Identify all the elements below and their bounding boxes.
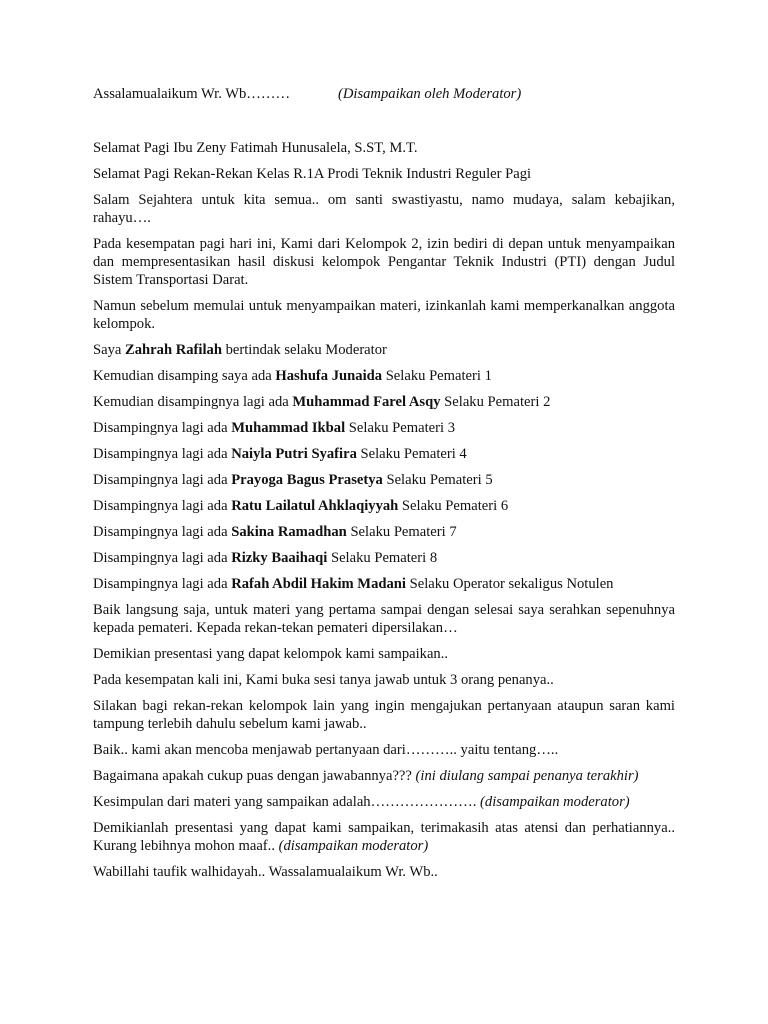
member-line: Disampingnya lagi ada Rizky Baaihaqi Selaku Pemateri 8	[93, 550, 438, 566]
paragraph-salam: Salam Sejahtera untuk kita semua.. om santi swastiyastu, namo mudaya, salam kebajikan, rahayu….	[93, 192, 675, 226]
paragraph-greeting-class: Selamat Pagi Rekan-Rekan Kelas R.1A Prodi Teknik Industri Reguler Pagi	[93, 166, 532, 182]
member-name: Zahrah Rafilah	[125, 342, 222, 358]
member-line: Disampingnya lagi ada Naiyla Putri Syafira Selaku Pemateri 4	[93, 446, 467, 462]
member-line: Saya Zahrah Rafilah bertindak selaku Moderator	[93, 342, 387, 358]
paragraph-member-intro: Namun sebelum memulai untuk menyampaikan materi, izinkanlah kami memperkanalkan anggota kelompok.	[93, 298, 675, 332]
member-line: Disampingnya lagi ada Prayoga Bagus Prasetya Selaku Pemateri 5	[93, 472, 493, 488]
paragraph-conclusion: Kesimpulan dari materi yang sampaikan adalah…………………. (disampaikan moderator)	[93, 794, 630, 810]
paragraph-handover: Baik langsung saja, untuk materi yang pertama sampai dengan selesai saya serahkan sepenuhnya kepada pemateri. Kepada rekan-tekan pemateri dipersilakan…	[93, 602, 675, 636]
member-name: Muhammad Farel Asqy	[292, 394, 441, 410]
paragraph-qa-check: Bagaimana apakah cukup puas dengan jawabannya??? (ini diulang sampai penanya terakhir)	[93, 768, 639, 784]
opening-note: (Disampaikan oleh Moderator)	[338, 86, 522, 102]
member-name: Rizky Baaihaqi	[231, 550, 328, 566]
italic-note: (disampaikan moderator)	[278, 838, 429, 854]
member-name: Ratu Lailatul Ahklaqiyyah	[231, 498, 399, 514]
opening-greeting: Assalamualaikum Wr. Wb………	[93, 86, 291, 102]
paragraph-farewell: Wabillahi taufik walhidayah.. Wassalamualaikum Wr. Wb..	[93, 864, 438, 880]
opening-line	[93, 85, 675, 103]
member-line: Disampingnya lagi ada Muhammad Ikbal Selaku Pemateri 3	[93, 420, 455, 436]
document-page	[93, 85, 675, 889]
member-name: Muhammad Ikbal	[231, 420, 346, 436]
member-line: Disampingnya lagi ada Ratu Lailatul Ahklaqiyyah Selaku Pemateri 6	[93, 498, 509, 514]
member-name: Rafah Abdil Hakim Madani	[231, 576, 406, 592]
paragraph-qa-invite: Silakan bagi rekan-rekan kelompok lain yang ingin mengajukan pertanyaan ataupun saran kami tampung terlebih dahulu sebelum kami jawab..	[93, 698, 675, 732]
member-line: Kemudian disampingnya lagi ada Muhammad Farel Asqy Selaku Pemateri 2	[93, 394, 551, 410]
member-line: Kemudian disamping saya ada Hashufa Junaida Selaku Pemateri 1	[93, 368, 492, 384]
italic-note: (disampaikan moderator)	[480, 794, 630, 810]
paragraph-qa-answer: Baik.. kami akan mencoba menjawab pertanyaan dari……….. yaitu tentang…..	[93, 742, 559, 758]
member-line: Disampingnya lagi ada Sakina Ramadhan Selaku Pemateri 7	[93, 524, 457, 540]
member-name: Naiyla Putri Syafira	[231, 446, 357, 462]
italic-note: (ini diulang sampai penanya terakhir)	[415, 768, 639, 784]
paragraph-closing-thanks: Demikianlah presentasi yang dapat kami sampaikan, terimakasih atas atensi dan perhatiannya.. Kurang lebihnya mohon maaf.. (disampaikan moderator)	[93, 820, 675, 854]
member-name: Sakina Ramadhan	[231, 524, 347, 540]
paragraph-introduction: Pada kesempatan pagi hari ini, Kami dari Kelompok 2, izin bediri di depan untuk menyampaikan dan mempresentasikan hasil diskusi kelompok Pengantar Teknik Industri (PTI) dengan Judul Sistem Transportasi Darat.	[93, 236, 675, 288]
paragraph-qa-open: Pada kesempatan kali ini, Kami buka sesi tanya jawab untuk 3 orang penanya..	[93, 672, 554, 688]
paragraph-presentation-end: Demikian presentasi yang dapat kelompok kami sampaikan..	[93, 646, 449, 662]
member-line: Disampingnya lagi ada Rafah Abdil Hakim Madani Selaku Operator sekaligus Notulen	[93, 576, 614, 592]
paragraph-greeting-lecturer: Selamat Pagi Ibu Zeny Fatimah Hunusalela, S.ST, M.T.	[93, 140, 418, 156]
member-name: Hashufa Junaida	[275, 368, 383, 384]
member-name: Prayoga Bagus Prasetya	[231, 472, 383, 488]
